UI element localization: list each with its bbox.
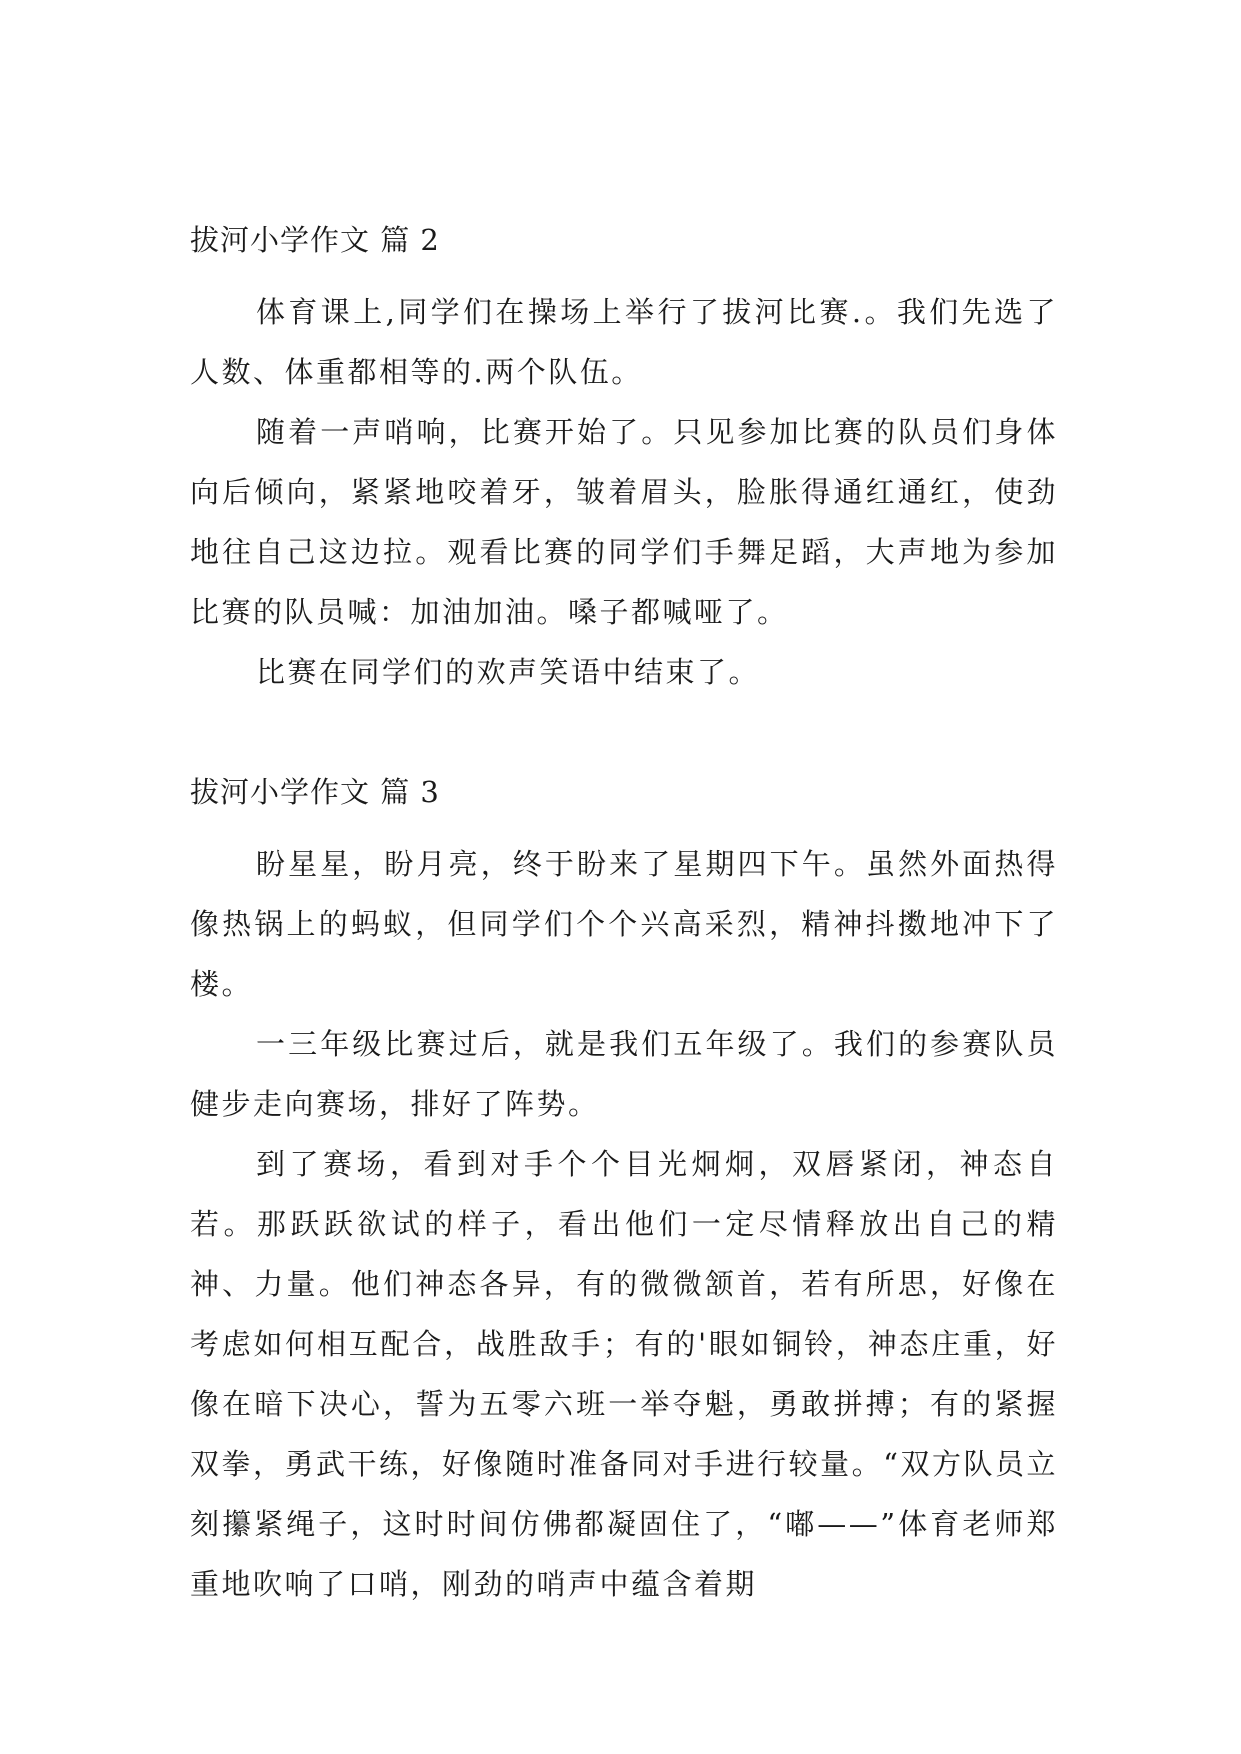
paragraph: 比赛在同学们的欢声笑语中结束了。: [256, 655, 761, 689]
essay-section-2: [190, 220, 1058, 702]
paragraph: 盼星星，盼月亮，终于盼来了星期四下午。虽然外面热得像热锅上的蚂蚁，但同学们个个兴高采烈，精神抖擞地冲下了楼。: [190, 847, 1058, 1001]
paragraph: 体育课上,同学们在操场上举行了拔河比赛.。我们先选了人数、体重都相等的.两个队伍。: [190, 295, 1058, 389]
document-page: [190, 220, 1058, 1684]
paragraph: 一三年级比赛过后，就是我们五年级了。我们的参赛队员健步走向赛场，排好了阵势。: [190, 1027, 1058, 1121]
paragraph: 到了赛场，看到对手个个目光炯炯，双唇紧闭，神态自若。那跃跃欲试的样子，看出他们一定尽情释放出自己的精神、力量。他们神态各异，有的微微颔首，若有所思，好像在考虑如何相互配合，战胜敌手；有的'眼如铜铃，神态庄重，好像在暗下决心，誓为五零六班一举夺魁，勇敢拼搏；有的紧握双拳，勇武干练，好像随时准备同对手进行较量。“双方队员立刻攥紧绳子，这时时间仿佛都凝固住了，“嘟——”体育老师郑重地吹响了口哨，刚劲的哨声中蕴含着期: [190, 1147, 1058, 1601]
paragraph: 随着一声哨响，比赛开始了。只见参加比赛的队员们身体向后倾向，紧紧地咬着牙，皱着眉头，脸胀得通红通红，使劲地往自己这边拉。观看比赛的同学们手舞足蹈，大声地为参加比赛的队员喊：加油加油。嗓子都喊哑了。: [190, 415, 1058, 629]
section-title: 拔河小学作文 篇 3: [190, 775, 440, 809]
essay-section-3: [190, 772, 1058, 1614]
section-title: 拔河小学作文 篇 2: [190, 223, 440, 257]
